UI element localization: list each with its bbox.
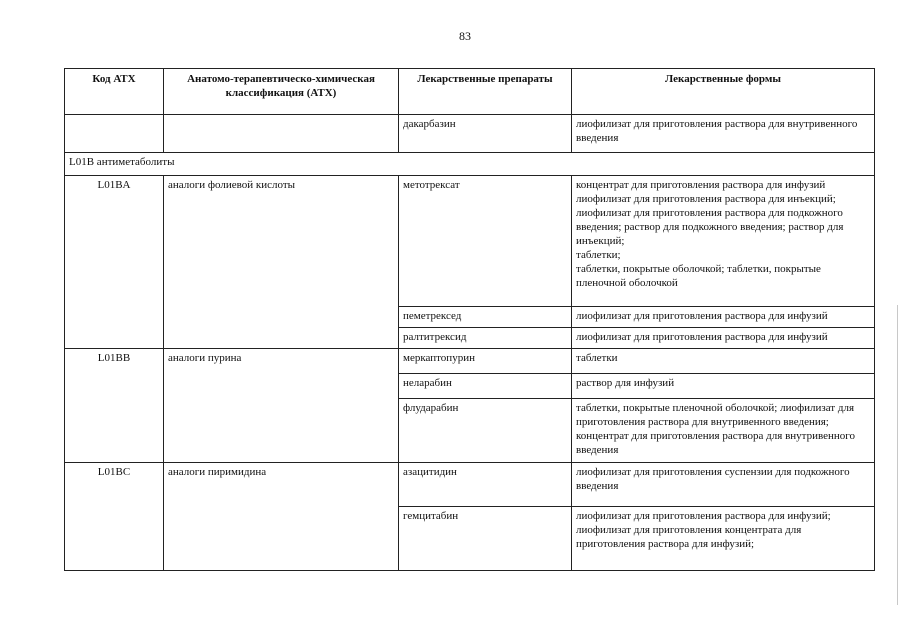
atx-table xyxy=(64,68,875,571)
drug-cell: пеметрексед xyxy=(399,307,572,328)
classification-cell xyxy=(164,115,399,153)
drug-cell: метотрексат xyxy=(399,176,572,307)
forms-cell: лиофилизат для приготовления раствора для инфузий xyxy=(572,307,875,328)
drug-cell: азацитидин xyxy=(399,463,572,507)
section-row xyxy=(65,153,875,176)
header-row xyxy=(65,69,875,115)
drug-cell: ралтитрексид xyxy=(399,328,572,349)
header-drugs: Лекарственные препараты xyxy=(399,69,572,115)
forms-cell: концентрат для приготовления раствора для инфузий лиофилизат для приготовления раствора для инъекций; лиофилизат для приготовления раствора для подкожного введения; раствор для подкожного введения; раствор для инъекций; таблетки; таблетки, покрытые оболочкой; таблетки, покрытые пленочной оболочкой xyxy=(572,176,875,307)
drug-cell: гемцитабин xyxy=(399,507,572,571)
atx-group-name: аналоги пиримидина xyxy=(164,463,399,571)
header-code: Код АТХ xyxy=(65,69,164,115)
page-number: 83 xyxy=(459,29,471,43)
header-forms: Лекарственные формы xyxy=(572,69,875,115)
forms-cell: лиофилизат для приготовления раствора для инфузий; лиофилизат для приготовления концентрата для приготовления раствора для инфузий; xyxy=(572,507,875,571)
atx-group-name: аналоги фолиевой кислоты xyxy=(164,176,399,349)
atx-code: L01BB xyxy=(65,349,164,463)
forms-cell: лиофилизат для приготовления раствора для внутривенного введения xyxy=(572,115,875,153)
forms-cell: таблетки xyxy=(572,349,875,374)
table-row xyxy=(65,176,875,307)
scan-edge-line xyxy=(897,305,898,605)
table-row xyxy=(65,349,875,374)
atx-group-name: аналоги пурина xyxy=(164,349,399,463)
table-row xyxy=(65,115,875,153)
drug-cell: меркаптопурин xyxy=(399,349,572,374)
forms-cell: лиофилизат для приготовления суспензии для подкожного введения xyxy=(572,463,875,507)
atx-code: L01BA xyxy=(65,176,164,349)
forms-cell: лиофилизат для приготовления раствора для инфузий xyxy=(572,328,875,349)
drug-cell: неларабин xyxy=(399,374,572,399)
table-row xyxy=(65,463,875,507)
drug-cell: дакарбазин xyxy=(399,115,572,153)
forms-cell: таблетки, покрытые пленочной оболочкой; лиофилизат для приготовления раствора для внутривенного введения; концентрат для приготовления раствора для внутривенного введения xyxy=(572,399,875,463)
section-label: L01B антиметаболиты xyxy=(65,153,875,176)
forms-cell: раствор для инфузий xyxy=(572,374,875,399)
header-classification: Анатомо-терапевтическо-химическая классификация (АТХ) xyxy=(164,69,399,115)
atx-code: L01BC xyxy=(65,463,164,571)
drug-cell: флударабин xyxy=(399,399,572,463)
code-cell xyxy=(65,115,164,153)
